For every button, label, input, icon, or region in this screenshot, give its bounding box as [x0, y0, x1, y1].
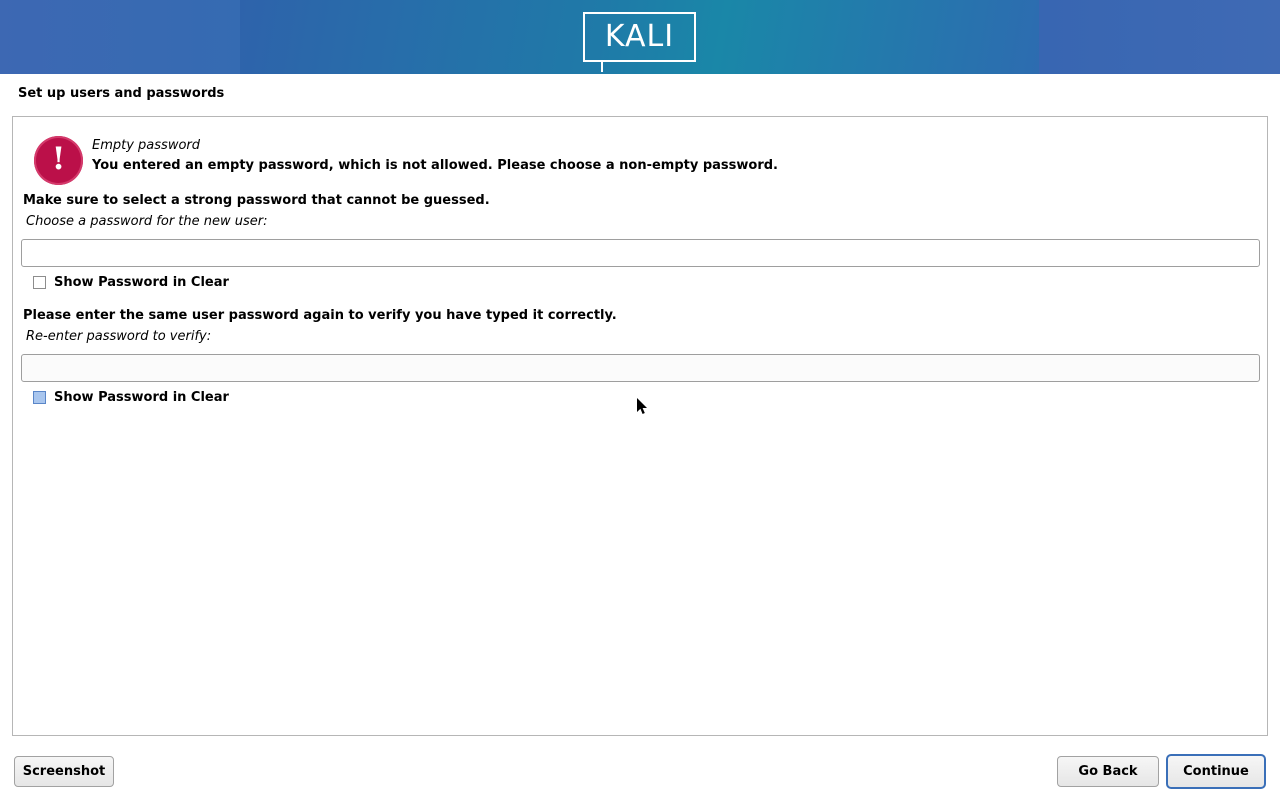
exclamation-icon	[34, 136, 83, 185]
error-message: You entered an empty password, which is not allowed. Please choose a non-empty password.	[92, 158, 778, 173]
page-title: Set up users and passwords	[18, 86, 225, 101]
password-input[interactable]	[21, 239, 1260, 267]
verify-password-input[interactable]	[21, 354, 1260, 382]
installer-content-frame	[12, 116, 1268, 736]
password-field-label: Choose a password for the new user:	[26, 214, 268, 229]
show-password-checkbox-2[interactable]	[33, 391, 46, 404]
kali-logo-tail	[601, 62, 603, 72]
exclamation-glyph: !	[51, 141, 66, 177]
show-password-label-1: Show Password in Clear	[54, 275, 229, 290]
show-password-label-2: Show Password in Clear	[54, 390, 229, 405]
go-back-button[interactable]: Go Back	[1057, 756, 1159, 787]
error-title: Empty password	[92, 138, 200, 153]
screenshot-button[interactable]: Screenshot	[14, 756, 114, 787]
verify-password-hint: Please enter the same user password again to verify you have typed it correctly.	[23, 308, 617, 323]
password-strength-hint: Make sure to select a strong password that cannot be guessed.	[23, 193, 490, 208]
kali-logo-text: KALI	[604, 19, 675, 54]
kali-banner	[0, 0, 1280, 74]
kali-logo	[583, 12, 696, 62]
show-password-checkbox-1[interactable]	[33, 276, 46, 289]
continue-button[interactable]: Continue	[1166, 754, 1266, 789]
verify-field-label: Re-enter password to verify:	[26, 329, 212, 344]
banner-right-gradient	[1039, 0, 1280, 74]
banner-left-gradient	[0, 0, 241, 74]
